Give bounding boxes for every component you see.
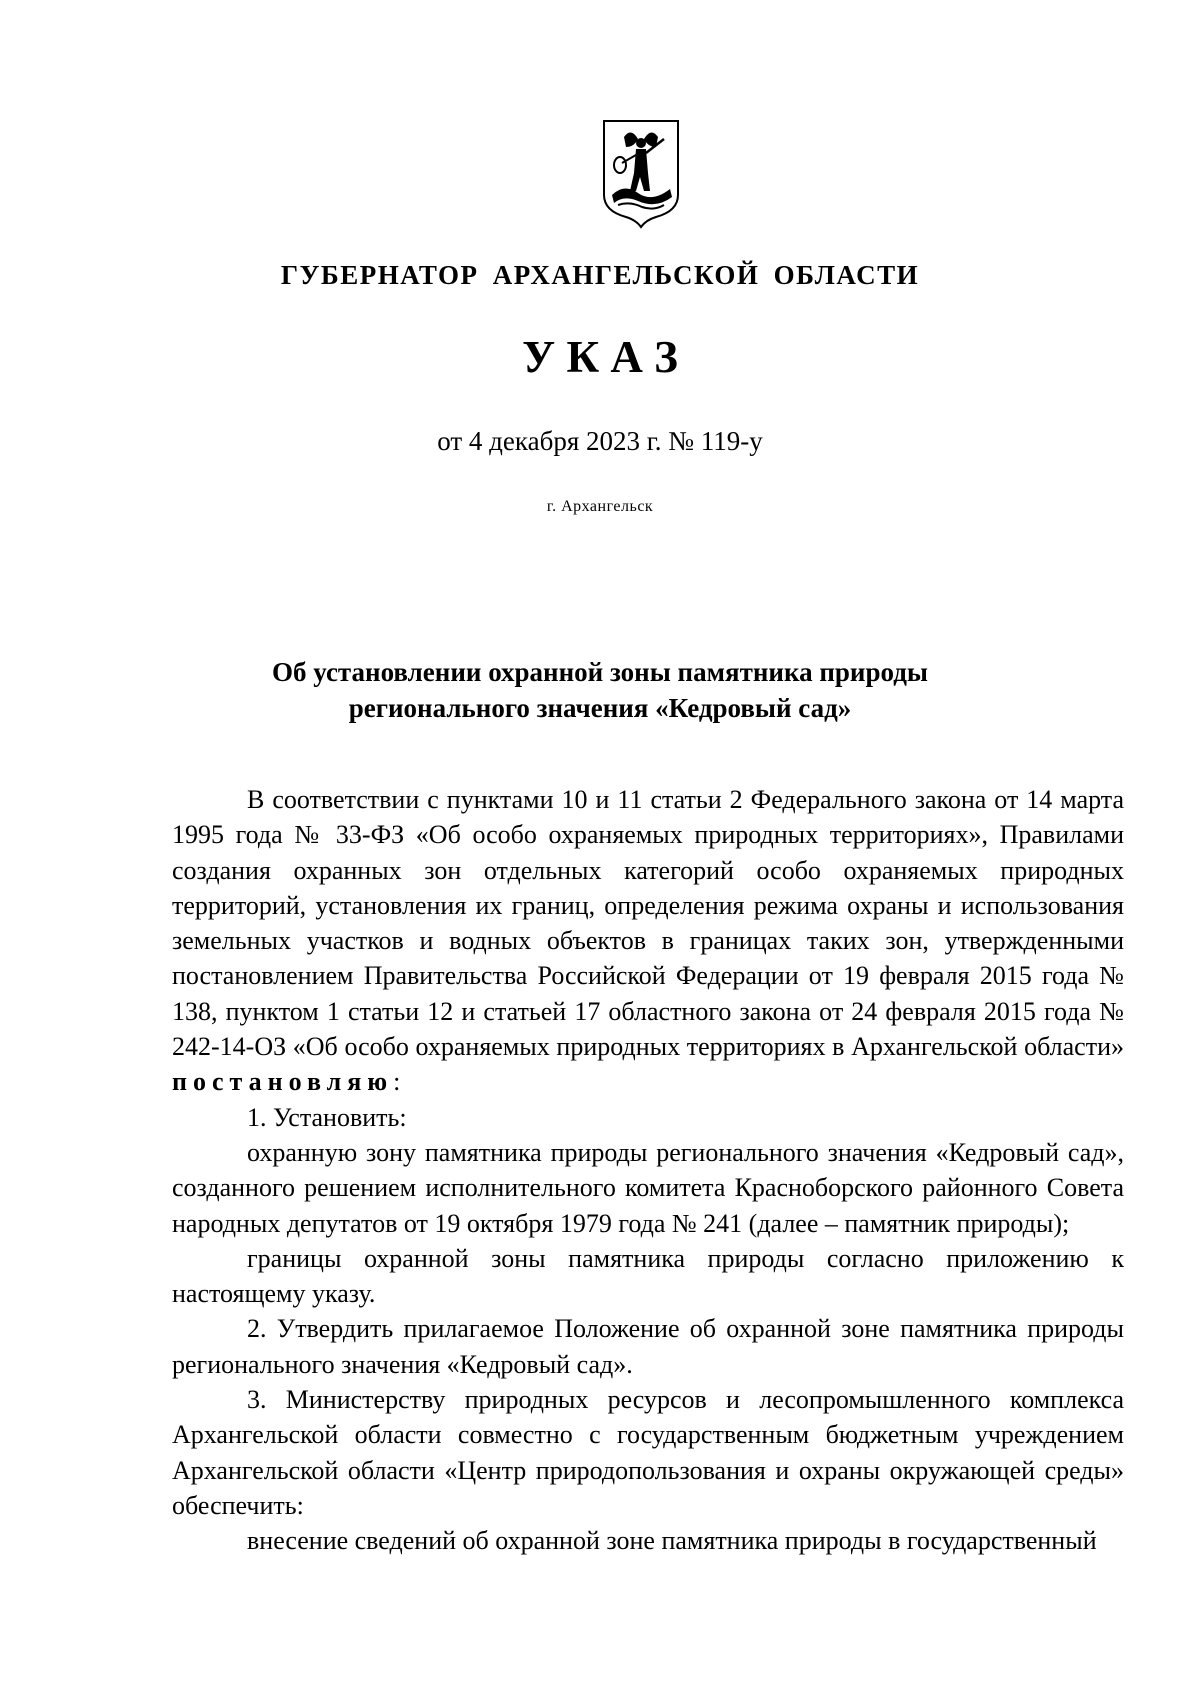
document-type: У К А З — [522, 332, 678, 382]
item-3: 3. Министерству природных ресурсов и лесопромышленного комплекса Архангельской области совместно с государственным бюджетным учреждением Архангельской области «Центр природопользования и охраны окружающей среды» обеспечить: — [172, 1385, 1124, 1520]
item-2: 2. Утвердить прилагаемое Положение об охранной зоне памятника природы регионального значения «Кедровый сад». — [172, 1314, 1124, 1379]
item-1-b: границы охранной зоны памятника природы согласно приложению к настоящему указу. — [172, 1243, 1124, 1309]
item-1-a: охранную зону памятника природы регионального значения «Кедровый сад», созданного решением исполнительного комитета Красноборского районного Совета народных депутатов от 19 октября 1979 года № 241 (далее – памятник природы); — [172, 1137, 1124, 1238]
item-1: 1. Установить: — [247, 1102, 407, 1132]
item-3-a: внесение сведений об охранной зоне памятника природы в государственный — [247, 1526, 1097, 1556]
arkhangelsk-coat-of-arms-icon — [598, 117, 684, 229]
decree-colon: : — [393, 1067, 401, 1097]
document-date-number: от 4 декабря 2023 г. № 119-у — [437, 426, 763, 456]
document-body — [172, 782, 1124, 1559]
issuing-authority: ГУБЕРНАТОР АРХАНГЕЛЬСКОЙ ОБЛАСТИ — [280, 260, 920, 290]
document-title — [0, 654, 1200, 726]
preamble-text: В соответствии с пунктами 10 и 11 статьи 2 Федерального закона от 14 марта 1995 года № 33-ФЗ «Об особо охраняемых природных территориях», Правилами создания охранных зон отдельных категорий особо охраняемых природных территорий, установления их границ, определения режима охраны и использования земельных участков и водных объектов в границах таких зон, утвержденными постановлением Правительства Российской Федерации от 19 февраля 2015 года № 138, пунктом 1 статьи 12 и статьей 17 областного закона от 24 февраля 2015 года № 242-14-ОЗ «Об особо охраняемых природных территориях в Архангельской области» — [172, 785, 1124, 1062]
document-place: г. Архангельск — [546, 498, 654, 515]
decree-word: постановляю — [172, 1067, 394, 1097]
document-title-line-1: Об установлении охранной зоны памятника природы — [272, 657, 928, 687]
document-title-line-2: регионального значения «Кедровый сад» — [348, 693, 852, 723]
preamble-paragraph — [172, 782, 1124, 1100]
